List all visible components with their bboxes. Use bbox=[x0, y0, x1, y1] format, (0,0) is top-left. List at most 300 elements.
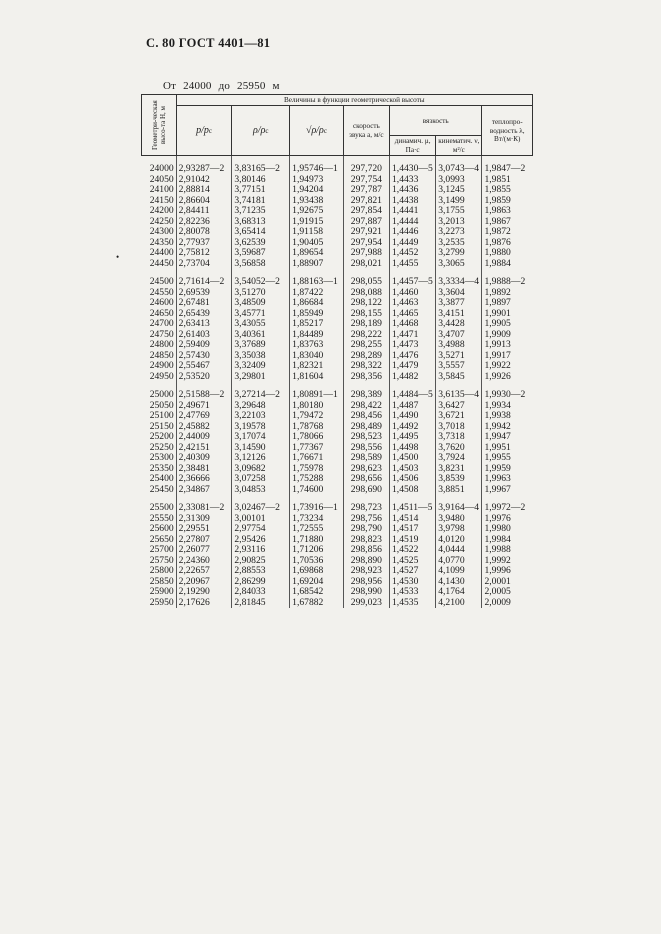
dynamic-viscosity-cell: 1,4492 bbox=[390, 422, 436, 433]
sound-speed-cell: 298,122 bbox=[343, 298, 389, 309]
dynamic-viscosity-cell: 1,4482 bbox=[390, 372, 436, 383]
kinematic-viscosity-cell: 3,3334—4 bbox=[436, 277, 482, 288]
altitude-cell: 24700 bbox=[149, 318, 174, 329]
pressure-ratio-cell: 2,75812 bbox=[176, 248, 232, 259]
altitude-cell: 24950 bbox=[149, 370, 174, 382]
sqrt-density-ratio-cell: 1,85217 bbox=[290, 319, 344, 330]
kinematic-viscosity-cell: 3,5557 bbox=[436, 361, 482, 372]
table-row bbox=[142, 206, 533, 217]
pressure-ratio-cell: 2,45882 bbox=[176, 422, 232, 433]
thermal-conductivity-cell: 1,9996 bbox=[482, 566, 533, 577]
thermal-conductivity-cell: 1,9980 bbox=[482, 524, 533, 535]
density-ratio-cell: 2,88553 bbox=[232, 566, 290, 577]
kinematic-viscosity-cell: 4,1099 bbox=[436, 566, 482, 577]
sound-speed-cell: 298,255 bbox=[343, 340, 389, 351]
dynamic-viscosity-cell: 1,4436 bbox=[390, 185, 436, 196]
pressure-ratio-cell: 2,40309 bbox=[176, 453, 232, 464]
altitude-cell: 25400 bbox=[149, 473, 174, 484]
dynamic-viscosity-cell: 1,4460 bbox=[390, 288, 436, 299]
altitude-cell: 24550 bbox=[149, 286, 174, 298]
dynamic-viscosity-cell: 1,4525 bbox=[390, 556, 436, 567]
sqrt-density-ratio-cell: 1,88907 bbox=[290, 259, 344, 270]
altitude-cell: 24800 bbox=[149, 339, 174, 350]
table-row bbox=[142, 587, 533, 598]
kinematic-viscosity-cell: 3,8851 bbox=[436, 485, 482, 496]
altitude-cell: 25300 bbox=[149, 452, 174, 463]
table-row bbox=[142, 227, 533, 238]
dynamic-viscosity-cell: 1,4465 bbox=[390, 309, 436, 320]
sqrt-density-ratio-cell: 1,74600 bbox=[290, 485, 344, 496]
sound-speed-cell: 297,854 bbox=[343, 206, 389, 217]
thermal-conductivity-cell: 1,9934 bbox=[482, 401, 533, 412]
sqrt-density-ratio-cell: 1,71880 bbox=[290, 535, 344, 546]
sound-speed-cell: 298,756 bbox=[343, 514, 389, 525]
sound-speed-cell: 298,623 bbox=[343, 464, 389, 475]
dynamic-viscosity-cell: 1,4535 bbox=[390, 598, 436, 609]
kinematic-viscosity-cell: 3,5271 bbox=[436, 351, 482, 362]
thermal-conductivity-cell: 1,9942 bbox=[482, 422, 533, 433]
density-ratio-cell: 3,51270 bbox=[232, 288, 290, 299]
stray-mark: • bbox=[116, 252, 120, 262]
table-row bbox=[142, 524, 533, 535]
table-row bbox=[142, 361, 533, 372]
altitude-cell: 24900 bbox=[149, 360, 174, 371]
sound-speed-cell: 297,954 bbox=[343, 238, 389, 249]
thermal-conductivity-cell: 2,0009 bbox=[482, 598, 533, 609]
kinematic-viscosity-cell: 4,0120 bbox=[436, 535, 482, 546]
sound-speed-cell: 298,956 bbox=[343, 577, 389, 588]
dynamic-viscosity-cell: 1,4468 bbox=[390, 319, 436, 330]
thermal-conductivity-cell: 1,9972—2 bbox=[482, 503, 533, 514]
density-ratio-cell: 3,80146 bbox=[232, 175, 290, 186]
pressure-ratio-cell: 2,57430 bbox=[176, 351, 232, 362]
sqrt-density-ratio-cell: 1,91158 bbox=[290, 227, 344, 238]
sqrt-density-ratio-cell: 1,85949 bbox=[290, 309, 344, 320]
sqrt-density-ratio-cell: 1,79472 bbox=[290, 411, 344, 422]
density-ratio-cell: 3,35038 bbox=[232, 351, 290, 362]
altitude-cell: 25750 bbox=[149, 554, 174, 566]
sound-speed-cell: 298,389 bbox=[343, 390, 389, 401]
kinematic-viscosity-cell: 3,6427 bbox=[436, 401, 482, 412]
kinematic-viscosity-cell: 3,1245 bbox=[436, 185, 482, 196]
density-ratio-cell: 3,54052—2 bbox=[232, 277, 290, 288]
kinematic-viscosity-cell: 3,5845 bbox=[436, 372, 482, 383]
sound-speed-cell: 298,289 bbox=[343, 351, 389, 362]
sound-speed-cell: 298,021 bbox=[343, 259, 389, 270]
kinematic-viscosity-cell: 3,0993 bbox=[436, 175, 482, 186]
page-header: С. 80 ГОСТ 4401—81 bbox=[146, 36, 271, 50]
sound-speed-cell: 297,821 bbox=[343, 196, 389, 207]
thermal-conductivity-cell: 1,9855 bbox=[482, 185, 533, 196]
kinematic-viscosity-cell: 3,7924 bbox=[436, 453, 482, 464]
sound-speed-cell: 298,723 bbox=[343, 503, 389, 514]
kinematic-viscosity-cell: 3,7620 bbox=[436, 443, 482, 454]
altitude-cell: 24850 bbox=[149, 349, 174, 361]
sqrt-density-ratio-cell: 1,89654 bbox=[290, 248, 344, 259]
pressure-ratio-cell: 2,77937 bbox=[176, 238, 232, 249]
sqrt-density-ratio-cell: 1,84489 bbox=[290, 330, 344, 341]
sound-speed-cell: 298,690 bbox=[343, 485, 389, 496]
altitude-cell: 24250 bbox=[149, 215, 174, 227]
dynamic-viscosity-cell: 1,4438 bbox=[390, 196, 436, 207]
kinematic-viscosity-cell: 3,4151 bbox=[436, 309, 482, 320]
pressure-ratio-cell: 2,33081—2 bbox=[176, 503, 232, 514]
pressure-ratio-cell: 2,42151 bbox=[176, 443, 232, 454]
sound-speed-cell: 298,823 bbox=[343, 535, 389, 546]
table-row bbox=[142, 545, 533, 556]
thermal-conductivity-cell: 1,9930—2 bbox=[482, 390, 533, 401]
pressure-ratio-cell: 2,84411 bbox=[176, 206, 232, 217]
density-ratio-cell: 3,29648 bbox=[232, 401, 290, 412]
thermal-conductivity-cell: 1,9909 bbox=[482, 330, 533, 341]
density-ratio-cell: 3,43055 bbox=[232, 319, 290, 330]
table-row bbox=[142, 372, 533, 383]
altitude-cell: 24600 bbox=[149, 297, 174, 308]
sqrt-density-ratio-cell: 1,82321 bbox=[290, 361, 344, 372]
range-from-label: От bbox=[163, 80, 177, 92]
pressure-ratio-cell: 2,24360 bbox=[176, 556, 232, 567]
sound-speed-cell: 297,921 bbox=[343, 227, 389, 238]
altitude-cell: 24050 bbox=[149, 173, 174, 185]
pressure-ratio-cell: 2,26077 bbox=[176, 545, 232, 556]
sound-speed-cell: 297,787 bbox=[343, 185, 389, 196]
kinematic-viscosity-cell: 3,0743—4 bbox=[436, 164, 482, 175]
pressure-ratio-cell: 2,61403 bbox=[176, 330, 232, 341]
dynamic-viscosity-cell: 1,4457—5 bbox=[390, 277, 436, 288]
table-row bbox=[142, 319, 533, 330]
table-row bbox=[142, 340, 533, 351]
sqrt-density-ratio-cell: 1,86684 bbox=[290, 298, 344, 309]
altitude-cell: 25700 bbox=[149, 544, 174, 555]
pressure-ratio-cell: 2,36666 bbox=[176, 474, 232, 485]
sqrt-density-ratio-cell: 1,70536 bbox=[290, 556, 344, 567]
altitude-cell: 24000 bbox=[149, 163, 174, 174]
dynamic-viscosity-cell: 1,4508 bbox=[390, 485, 436, 496]
density-ratio-cell: 3,02467—2 bbox=[232, 503, 290, 514]
dynamic-viscosity-cell: 1,4473 bbox=[390, 340, 436, 351]
atmosphere-table bbox=[141, 94, 533, 608]
sqrt-density-ratio-cell: 1,88163—1 bbox=[290, 277, 344, 288]
altitude-cell: 25650 bbox=[149, 533, 174, 545]
altitude-cell: 25500 bbox=[149, 502, 174, 513]
altitude-cell: 24400 bbox=[149, 247, 174, 258]
pressure-ratio-cell: 2,65439 bbox=[176, 309, 232, 320]
dynamic-viscosity-cell: 1,4484—5 bbox=[390, 390, 436, 401]
dynamic-viscosity-cell: 1,4433 bbox=[390, 175, 436, 186]
altitude-cell: 24150 bbox=[149, 194, 174, 206]
sound-speed-cell: 298,322 bbox=[343, 361, 389, 372]
sqrt-density-ratio-cell: 1,94973 bbox=[290, 175, 344, 186]
pressure-ratio-cell: 2,31309 bbox=[176, 514, 232, 525]
kinematic-viscosity-cell: 3,9480 bbox=[436, 514, 482, 525]
pressure-ratio-cell: 2,19290 bbox=[176, 587, 232, 598]
altitude-cell: 25000 bbox=[149, 389, 174, 400]
thermal-conductivity-cell: 1,9992 bbox=[482, 556, 533, 567]
altitude-cell: 24500 bbox=[149, 276, 174, 287]
dynamic-viscosity-cell: 1,4503 bbox=[390, 464, 436, 475]
density-ratio-cell: 3,48509 bbox=[232, 298, 290, 309]
density-ratio-cell: 3,59687 bbox=[232, 248, 290, 259]
thermal-conductivity-cell: 1,9884 bbox=[482, 259, 533, 270]
sqrt-density-ratio-cell: 1,94204 bbox=[290, 185, 344, 196]
density-ratio-cell: 3,32409 bbox=[232, 361, 290, 372]
sqrt-density-ratio-cell: 1,90405 bbox=[290, 238, 344, 249]
thermal-conductivity-cell: 1,9892 bbox=[482, 288, 533, 299]
pressure-ratio-cell: 2,71614—2 bbox=[176, 277, 232, 288]
table-row bbox=[142, 411, 533, 422]
altitude-cell: 24100 bbox=[149, 184, 174, 195]
density-ratio-cell: 2,86299 bbox=[232, 577, 290, 588]
sqrt-density-ratio-cell: 1,83763 bbox=[290, 340, 344, 351]
sound-speed-cell: 298,556 bbox=[343, 443, 389, 454]
density-ratio-cell: 3,68313 bbox=[232, 217, 290, 228]
header-pressure: p/pc bbox=[176, 106, 232, 156]
header-group-title: Величины в функции геометрической высоты bbox=[176, 95, 532, 106]
density-ratio-cell: 3,04853 bbox=[232, 485, 290, 496]
table-row bbox=[142, 453, 533, 464]
pressure-ratio-cell: 2,93287—2 bbox=[176, 164, 232, 175]
header-kinematic-viscosity: кинематич. ν, м²/с bbox=[436, 136, 482, 156]
kinematic-viscosity-cell: 3,4988 bbox=[436, 340, 482, 351]
header-altitude: Геометри-ческая высо-та H, м bbox=[142, 95, 177, 156]
altitude-cell: 25200 bbox=[149, 431, 174, 442]
dynamic-viscosity-cell: 1,4463 bbox=[390, 298, 436, 309]
density-ratio-cell: 3,40361 bbox=[232, 330, 290, 341]
kinematic-viscosity-cell: 3,6721 bbox=[436, 411, 482, 422]
kinematic-viscosity-cell: 3,1755 bbox=[436, 206, 482, 217]
header-sound-speed: скорость звука a, м/с bbox=[343, 106, 389, 156]
pressure-ratio-cell: 2,47769 bbox=[176, 411, 232, 422]
density-ratio-cell: 3,74181 bbox=[232, 196, 290, 207]
kinematic-viscosity-cell: 3,7318 bbox=[436, 432, 482, 443]
kinematic-viscosity-cell: 3,1499 bbox=[436, 196, 482, 207]
kinematic-viscosity-cell: 3,4428 bbox=[436, 319, 482, 330]
thermal-conductivity-cell: 1,9984 bbox=[482, 535, 533, 546]
sound-speed-cell: 298,222 bbox=[343, 330, 389, 341]
sound-speed-cell: 299,023 bbox=[343, 598, 389, 609]
dynamic-viscosity-cell: 1,4533 bbox=[390, 587, 436, 598]
sound-speed-cell: 298,456 bbox=[343, 411, 389, 422]
altitude-cell: 25050 bbox=[149, 399, 174, 411]
sqrt-density-ratio-cell: 1,73234 bbox=[290, 514, 344, 525]
range-from: 24000 bbox=[183, 80, 212, 92]
sqrt-density-ratio-cell: 1,87422 bbox=[290, 288, 344, 299]
kinematic-viscosity-cell: 3,8539 bbox=[436, 474, 482, 485]
pressure-ratio-cell: 2,91042 bbox=[176, 175, 232, 186]
kinematic-viscosity-cell: 3,3877 bbox=[436, 298, 482, 309]
thermal-conductivity-cell: 1,9863 bbox=[482, 206, 533, 217]
thermal-conductivity-cell: 1,9859 bbox=[482, 196, 533, 207]
sqrt-density-ratio-cell: 1,93438 bbox=[290, 196, 344, 207]
density-ratio-cell: 3,00101 bbox=[232, 514, 290, 525]
thermal-conductivity-cell: 1,9917 bbox=[482, 351, 533, 362]
dynamic-viscosity-cell: 1,4517 bbox=[390, 524, 436, 535]
kinematic-viscosity-cell: 4,1764 bbox=[436, 587, 482, 598]
sound-speed-cell: 298,422 bbox=[343, 401, 389, 412]
table-row bbox=[142, 164, 533, 175]
density-ratio-cell: 2,90825 bbox=[232, 556, 290, 567]
sound-speed-cell: 297,988 bbox=[343, 248, 389, 259]
density-ratio-cell: 3,12126 bbox=[232, 453, 290, 464]
table-row bbox=[142, 185, 533, 196]
dynamic-viscosity-cell: 1,4506 bbox=[390, 474, 436, 485]
pressure-ratio-cell: 2,17626 bbox=[176, 598, 232, 609]
dynamic-viscosity-cell: 1,4446 bbox=[390, 227, 436, 238]
thermal-conductivity-cell: 1,9901 bbox=[482, 309, 533, 320]
table-row bbox=[142, 248, 533, 259]
dynamic-viscosity-cell: 1,4471 bbox=[390, 330, 436, 341]
table-row bbox=[142, 474, 533, 485]
thermal-conductivity-cell: 1,9867 bbox=[482, 217, 533, 228]
sound-speed-cell: 298,589 bbox=[343, 453, 389, 464]
header-thermal-conductivity: теплопро-водность λ, Вт/(м·К) bbox=[482, 106, 533, 156]
table-row bbox=[142, 598, 533, 609]
sound-speed-cell: 297,754 bbox=[343, 175, 389, 186]
pressure-ratio-cell: 2,44009 bbox=[176, 432, 232, 443]
kinematic-viscosity-cell: 3,9164—4 bbox=[436, 503, 482, 514]
dynamic-viscosity-cell: 1,4527 bbox=[390, 566, 436, 577]
altitude-cell: 24300 bbox=[149, 226, 174, 237]
density-ratio-cell: 2,81845 bbox=[232, 598, 290, 609]
density-ratio-cell: 3,09682 bbox=[232, 464, 290, 475]
header-sqrt-density: √ρ/ρc bbox=[290, 106, 344, 156]
dynamic-viscosity-cell: 1,4498 bbox=[390, 443, 436, 454]
table-row bbox=[142, 566, 533, 577]
sqrt-density-ratio-cell: 1,95746—1 bbox=[290, 164, 344, 175]
altitude-cell: 25900 bbox=[149, 586, 174, 597]
table-row bbox=[142, 259, 533, 270]
thermal-conductivity-cell: 1,9959 bbox=[482, 464, 533, 475]
sqrt-density-ratio-cell: 1,72555 bbox=[290, 524, 344, 535]
density-ratio-cell: 3,71235 bbox=[232, 206, 290, 217]
table-header bbox=[142, 95, 533, 156]
kinematic-viscosity-cell: 3,8231 bbox=[436, 464, 482, 475]
altitude-cell: 24750 bbox=[149, 328, 174, 340]
altitude-cell: 24650 bbox=[149, 307, 174, 319]
altitude-cell: 25800 bbox=[149, 565, 174, 576]
altitude-cell: 24350 bbox=[149, 236, 174, 248]
thermal-conductivity-cell: 1,9951 bbox=[482, 443, 533, 454]
dynamic-viscosity-cell: 1,4449 bbox=[390, 238, 436, 249]
pressure-ratio-cell: 2,86604 bbox=[176, 196, 232, 207]
sound-speed-cell: 298,356 bbox=[343, 372, 389, 383]
altitude-cell: 25600 bbox=[149, 523, 174, 534]
altitude-cell: 25950 bbox=[149, 596, 174, 608]
thermal-conductivity-cell: 1,9897 bbox=[482, 298, 533, 309]
altitude-cell: 25150 bbox=[149, 420, 174, 432]
density-ratio-cell: 3,14590 bbox=[232, 443, 290, 454]
sound-speed-cell: 298,055 bbox=[343, 277, 389, 288]
sqrt-density-ratio-cell: 1,77367 bbox=[290, 443, 344, 454]
kinematic-viscosity-cell: 4,1430 bbox=[436, 577, 482, 588]
sqrt-density-ratio-cell: 1,71206 bbox=[290, 545, 344, 556]
range-unit: м bbox=[272, 80, 280, 92]
density-ratio-cell: 3,07258 bbox=[232, 474, 290, 485]
density-ratio-cell: 3,22103 bbox=[232, 411, 290, 422]
thermal-conductivity-cell: 1,9851 bbox=[482, 175, 533, 186]
kinematic-viscosity-cell: 3,7018 bbox=[436, 422, 482, 433]
altitude-cell: 25250 bbox=[149, 441, 174, 453]
pressure-ratio-cell: 2,82236 bbox=[176, 217, 232, 228]
density-ratio-cell: 3,17074 bbox=[232, 432, 290, 443]
sqrt-density-ratio-cell: 1,78768 bbox=[290, 422, 344, 433]
sound-speed-cell: 297,720 bbox=[343, 164, 389, 175]
table-row bbox=[142, 485, 533, 496]
sound-speed-cell: 298,856 bbox=[343, 545, 389, 556]
header-viscosity-group: вязкость bbox=[390, 106, 482, 136]
kinematic-viscosity-cell: 4,0444 bbox=[436, 545, 482, 556]
pressure-ratio-cell: 2,73704 bbox=[176, 259, 232, 270]
sound-speed-cell: 298,990 bbox=[343, 587, 389, 598]
sqrt-density-ratio-cell: 1,67882 bbox=[290, 598, 344, 609]
pressure-ratio-cell: 2,80078 bbox=[176, 227, 232, 238]
altitude-cell: 25100 bbox=[149, 410, 174, 421]
density-ratio-cell: 2,95426 bbox=[232, 535, 290, 546]
sqrt-density-ratio-cell: 1,73916—1 bbox=[290, 503, 344, 514]
pressure-ratio-cell: 2,34867 bbox=[176, 485, 232, 496]
dynamic-viscosity-cell: 1,4500 bbox=[390, 453, 436, 464]
sqrt-density-ratio-cell: 1,69868 bbox=[290, 566, 344, 577]
pressure-ratio-cell: 2,59409 bbox=[176, 340, 232, 351]
thermal-conductivity-cell: 1,9880 bbox=[482, 248, 533, 259]
kinematic-viscosity-cell: 3,2013 bbox=[436, 217, 482, 228]
pressure-ratio-cell: 2,51588—2 bbox=[176, 390, 232, 401]
altitude-cell: 24200 bbox=[149, 205, 174, 216]
pressure-ratio-cell: 2,29551 bbox=[176, 524, 232, 535]
dynamic-viscosity-cell: 1,4511—5 bbox=[390, 503, 436, 514]
range-caption bbox=[163, 80, 284, 92]
sqrt-density-ratio-cell: 1,92675 bbox=[290, 206, 344, 217]
sqrt-density-ratio-cell: 1,80891—1 bbox=[290, 390, 344, 401]
thermal-conductivity-cell: 2,0001 bbox=[482, 577, 533, 588]
dynamic-viscosity-cell: 1,4430—5 bbox=[390, 164, 436, 175]
density-ratio-cell: 3,45771 bbox=[232, 309, 290, 320]
altitude-cell: 24450 bbox=[149, 257, 174, 269]
density-ratio-cell: 3,62539 bbox=[232, 238, 290, 249]
density-ratio-cell: 3,29801 bbox=[232, 372, 290, 383]
range-to-label: до bbox=[218, 80, 231, 92]
kinematic-viscosity-cell: 3,6135—4 bbox=[436, 390, 482, 401]
table-row bbox=[142, 277, 533, 288]
thermal-conductivity-cell: 1,9976 bbox=[482, 514, 533, 525]
table-row bbox=[142, 503, 533, 514]
pressure-ratio-cell: 2,20967 bbox=[176, 577, 232, 588]
sound-speed-cell: 298,656 bbox=[343, 474, 389, 485]
thermal-conductivity-cell: 1,9876 bbox=[482, 238, 533, 249]
kinematic-viscosity-cell: 3,4707 bbox=[436, 330, 482, 341]
thermal-conductivity-cell: 1,9938 bbox=[482, 411, 533, 422]
kinematic-viscosity-cell: 3,2273 bbox=[436, 227, 482, 238]
pressure-ratio-cell: 2,53520 bbox=[176, 372, 232, 383]
sound-speed-cell: 298,088 bbox=[343, 288, 389, 299]
altitude-cell: 25350 bbox=[149, 462, 174, 474]
sound-speed-cell: 298,890 bbox=[343, 556, 389, 567]
sound-speed-cell: 298,155 bbox=[343, 309, 389, 320]
table-row bbox=[142, 390, 533, 401]
sound-speed-cell: 297,887 bbox=[343, 217, 389, 228]
sqrt-density-ratio-cell: 1,69204 bbox=[290, 577, 344, 588]
thermal-conductivity-cell: 1,9947 bbox=[482, 432, 533, 443]
density-ratio-cell: 3,65414 bbox=[232, 227, 290, 238]
altitude-cell: 25550 bbox=[149, 512, 174, 524]
kinematic-viscosity-cell: 3,9798 bbox=[436, 524, 482, 535]
dynamic-viscosity-cell: 1,4495 bbox=[390, 432, 436, 443]
header-dynamic-viscosity: динамич. μ, Па·с bbox=[390, 136, 436, 156]
sqrt-density-ratio-cell: 1,76671 bbox=[290, 453, 344, 464]
thermal-conductivity-cell: 1,9905 bbox=[482, 319, 533, 330]
sqrt-density-ratio-cell: 1,68542 bbox=[290, 587, 344, 598]
thermal-conductivity-cell: 1,9967 bbox=[482, 485, 533, 496]
